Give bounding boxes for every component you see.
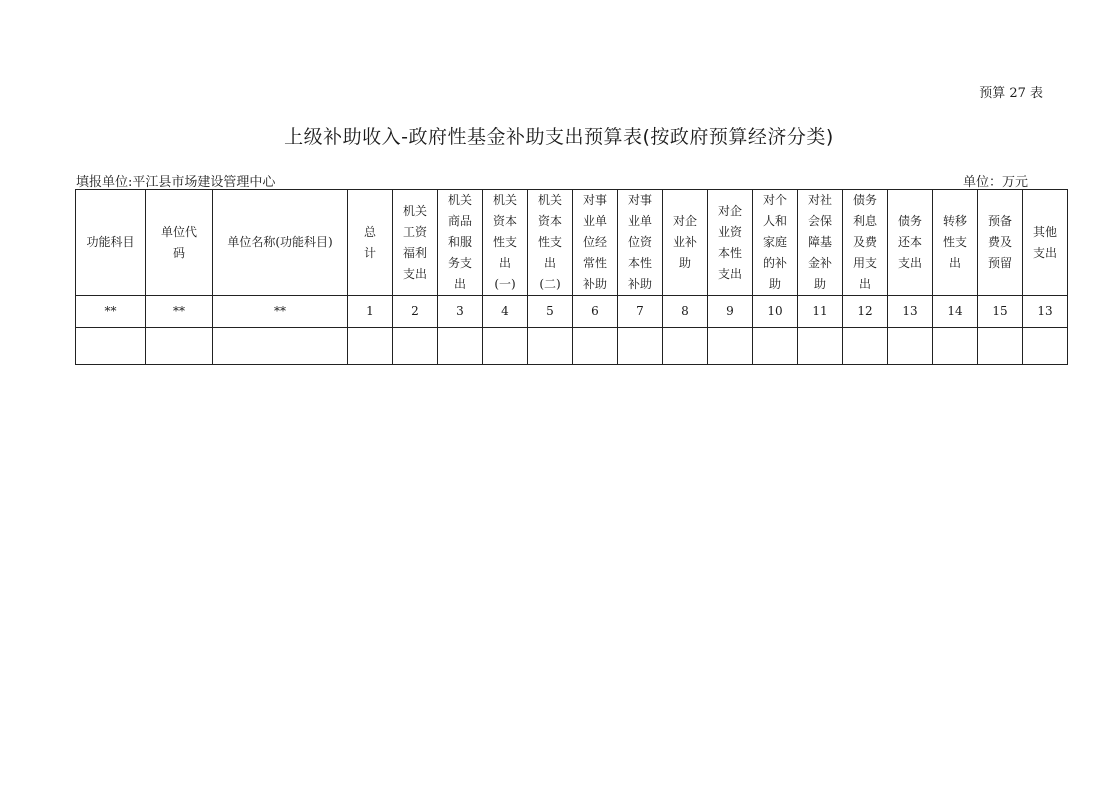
table-cell: 3 bbox=[438, 296, 483, 328]
column-header: 机关 资本 性支 出 (一) bbox=[483, 190, 528, 296]
table-cell bbox=[483, 328, 528, 365]
table-cell: 9 bbox=[708, 296, 753, 328]
table-cell bbox=[663, 328, 708, 365]
column-header: 单位名称(功能科目) bbox=[213, 190, 348, 296]
table-row bbox=[76, 328, 1068, 365]
column-header: 对企 业资 本性 支出 bbox=[708, 190, 753, 296]
table-cell bbox=[888, 328, 933, 365]
column-numbering-row bbox=[76, 296, 1068, 328]
table-cell bbox=[393, 328, 438, 365]
budget-table bbox=[75, 189, 1068, 365]
table-cell bbox=[348, 328, 393, 365]
table-cell: 11 bbox=[798, 296, 843, 328]
column-header: 转移 性支 出 bbox=[933, 190, 978, 296]
column-header: 单位代 码 bbox=[146, 190, 213, 296]
page-title: 上级补助收入-政府性基金补助支出预算表(按政府预算经济分类) bbox=[284, 126, 834, 148]
column-header: 功能科目 bbox=[76, 190, 146, 296]
column-header: 对事 业单 位资 本性 补助 bbox=[618, 190, 663, 296]
table-cell: 5 bbox=[528, 296, 573, 328]
column-header: 机关 商品 和服 务支 出 bbox=[438, 190, 483, 296]
table-cell: 8 bbox=[663, 296, 708, 328]
table-cell: 6 bbox=[573, 296, 618, 328]
currency-unit: 单位：万元 bbox=[963, 175, 1029, 190]
table-cell bbox=[146, 328, 213, 365]
column-header: 机关 工资 福利 支出 bbox=[393, 190, 438, 296]
table-cell: 2 bbox=[393, 296, 438, 328]
table-cell: ** bbox=[146, 296, 213, 328]
table-cell: ** bbox=[213, 296, 348, 328]
header-row bbox=[76, 190, 1068, 296]
column-header: 机关 资本 性支 出 (二) bbox=[528, 190, 573, 296]
table-cell bbox=[798, 328, 843, 365]
column-header: 总 计 bbox=[348, 190, 393, 296]
table-cell: 12 bbox=[843, 296, 888, 328]
table-cell bbox=[1023, 328, 1068, 365]
table-cell: 14 bbox=[933, 296, 978, 328]
table-cell bbox=[843, 328, 888, 365]
table-cell bbox=[978, 328, 1023, 365]
column-header: 对社 会保 障基 金补 助 bbox=[798, 190, 843, 296]
column-header: 对事 业单 位经 常性 补助 bbox=[573, 190, 618, 296]
table-cell bbox=[933, 328, 978, 365]
table-cell: 4 bbox=[483, 296, 528, 328]
column-header: 债务 还本 支出 bbox=[888, 190, 933, 296]
table-cell: 13 bbox=[888, 296, 933, 328]
table-cell bbox=[618, 328, 663, 365]
table-cell: 1 bbox=[348, 296, 393, 328]
column-header: 其他 支出 bbox=[1023, 190, 1068, 296]
table-cell: ** bbox=[76, 296, 146, 328]
column-header: 预备 费及 预留 bbox=[978, 190, 1023, 296]
table-cell bbox=[76, 328, 146, 365]
column-header: 对企 业补 助 bbox=[663, 190, 708, 296]
column-header: 债务 利息 及费 用支 出 bbox=[843, 190, 888, 296]
reporting-unit: 填报单位:平江县市场建设管理中心 bbox=[76, 175, 276, 190]
column-header: 对个 人和 家庭 的补 助 bbox=[753, 190, 798, 296]
table-cell bbox=[573, 328, 618, 365]
table-cell bbox=[213, 328, 348, 365]
table-cell: 10 bbox=[753, 296, 798, 328]
table-cell: 13 bbox=[1023, 296, 1068, 328]
table-cell bbox=[708, 328, 753, 365]
table-cell bbox=[753, 328, 798, 365]
table-cell bbox=[438, 328, 483, 365]
table-cell: 15 bbox=[978, 296, 1023, 328]
table-cell bbox=[528, 328, 573, 365]
form-number: 预算 27 表 bbox=[979, 86, 1043, 101]
table-cell: 7 bbox=[618, 296, 663, 328]
